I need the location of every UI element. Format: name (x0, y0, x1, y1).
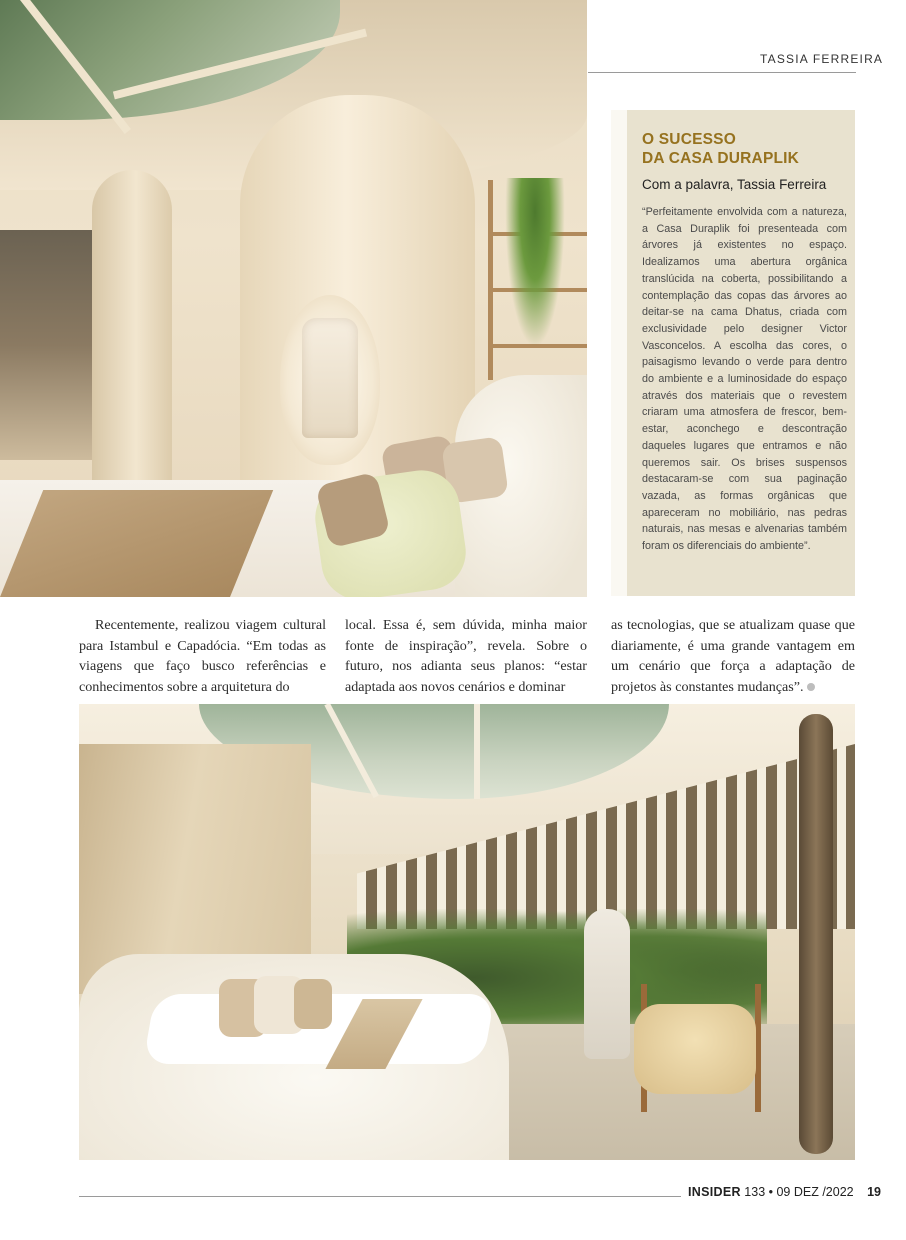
sidebar-accent-bar (611, 110, 627, 596)
footer-issue: 133 • 09 DEZ /2022 (744, 1185, 854, 1199)
photo-armchair (634, 1004, 756, 1094)
photo-pillow (294, 979, 332, 1029)
photo-floor-lamp (584, 909, 630, 1059)
photo-adjacent-room (0, 230, 95, 460)
photo-column (92, 170, 172, 490)
article-column-1: Recentemente, realizou viagem cultural para Istambul e Capadócia. “Em todas as viagens que faço busco referências e conhecimentos sobre a arquitetura do (79, 617, 326, 695)
article-column-3 (611, 615, 855, 697)
footer-brand: INSIDER (688, 1185, 741, 1199)
running-head-author: TASSIA FERREIRA (760, 52, 884, 66)
photo-plant (505, 178, 565, 348)
sidebar-body-text: “Perfeitamente envolvida com a natureza, a Casa Duraplik foi presenteada com árvores já existentes no espaço. Idealizamos uma abertura orgânica translúcida na coberta, possibilitando a contemplação das copas das árvores ao deitar-se na cama Dhatus, criada com exclusividade pelo designer Victor Vasconcelos. A escolha das cores, o paisagismo levando o verde para dentro do ambiente e a luminosidade do espaço através dos materiais que o revestem criaram uma atmosfera de frescor, bem-estar, aconchego e descontração daqueles lugares que entramos e não queremos sair. Os brises suspensos destacaram-se com sua paginação vazada, as formas orgânicas que apareceram no mobiliário, nas pedras naturais, nas mesas e alvenarias também foram os diferenciais do ambiente”. (642, 206, 847, 553)
sidebar-title (642, 130, 847, 168)
page-footer (688, 1185, 881, 1203)
photo-tree-trunk (799, 714, 833, 1154)
page-number: 19 (867, 1185, 881, 1199)
footer-rule (79, 1196, 681, 1197)
sidebar-box (611, 110, 855, 596)
sidebar-subtitle: Com a palavra, Tassia Ferreira (642, 177, 827, 192)
photo-throw-blanket (0, 490, 273, 597)
photo-robe (302, 318, 358, 438)
header-rule (588, 72, 856, 73)
sidebar-title-line: DA CASA DURAPLIK (642, 150, 800, 167)
article-column-2: local. Essa é, sem dúvida, minha maior fonte de inspiração”, revela. Sobre o futuro, nos adianta seus planos: “estar adaptada aos novos cenários e dominar (345, 617, 587, 695)
article-column-3-text: as tecnologias, que se atualizam quase que diariamente, é uma grande vantagem em um cenário que força a adaptação de projetos às constantes mudanças”. (611, 617, 855, 695)
sidebar-title-line: O SUCESSO (642, 131, 736, 148)
bedroom-photo-top (0, 0, 587, 597)
end-of-article-icon (807, 683, 815, 691)
photo-beam (474, 704, 480, 799)
bedroom-photo-bottom (79, 704, 855, 1160)
